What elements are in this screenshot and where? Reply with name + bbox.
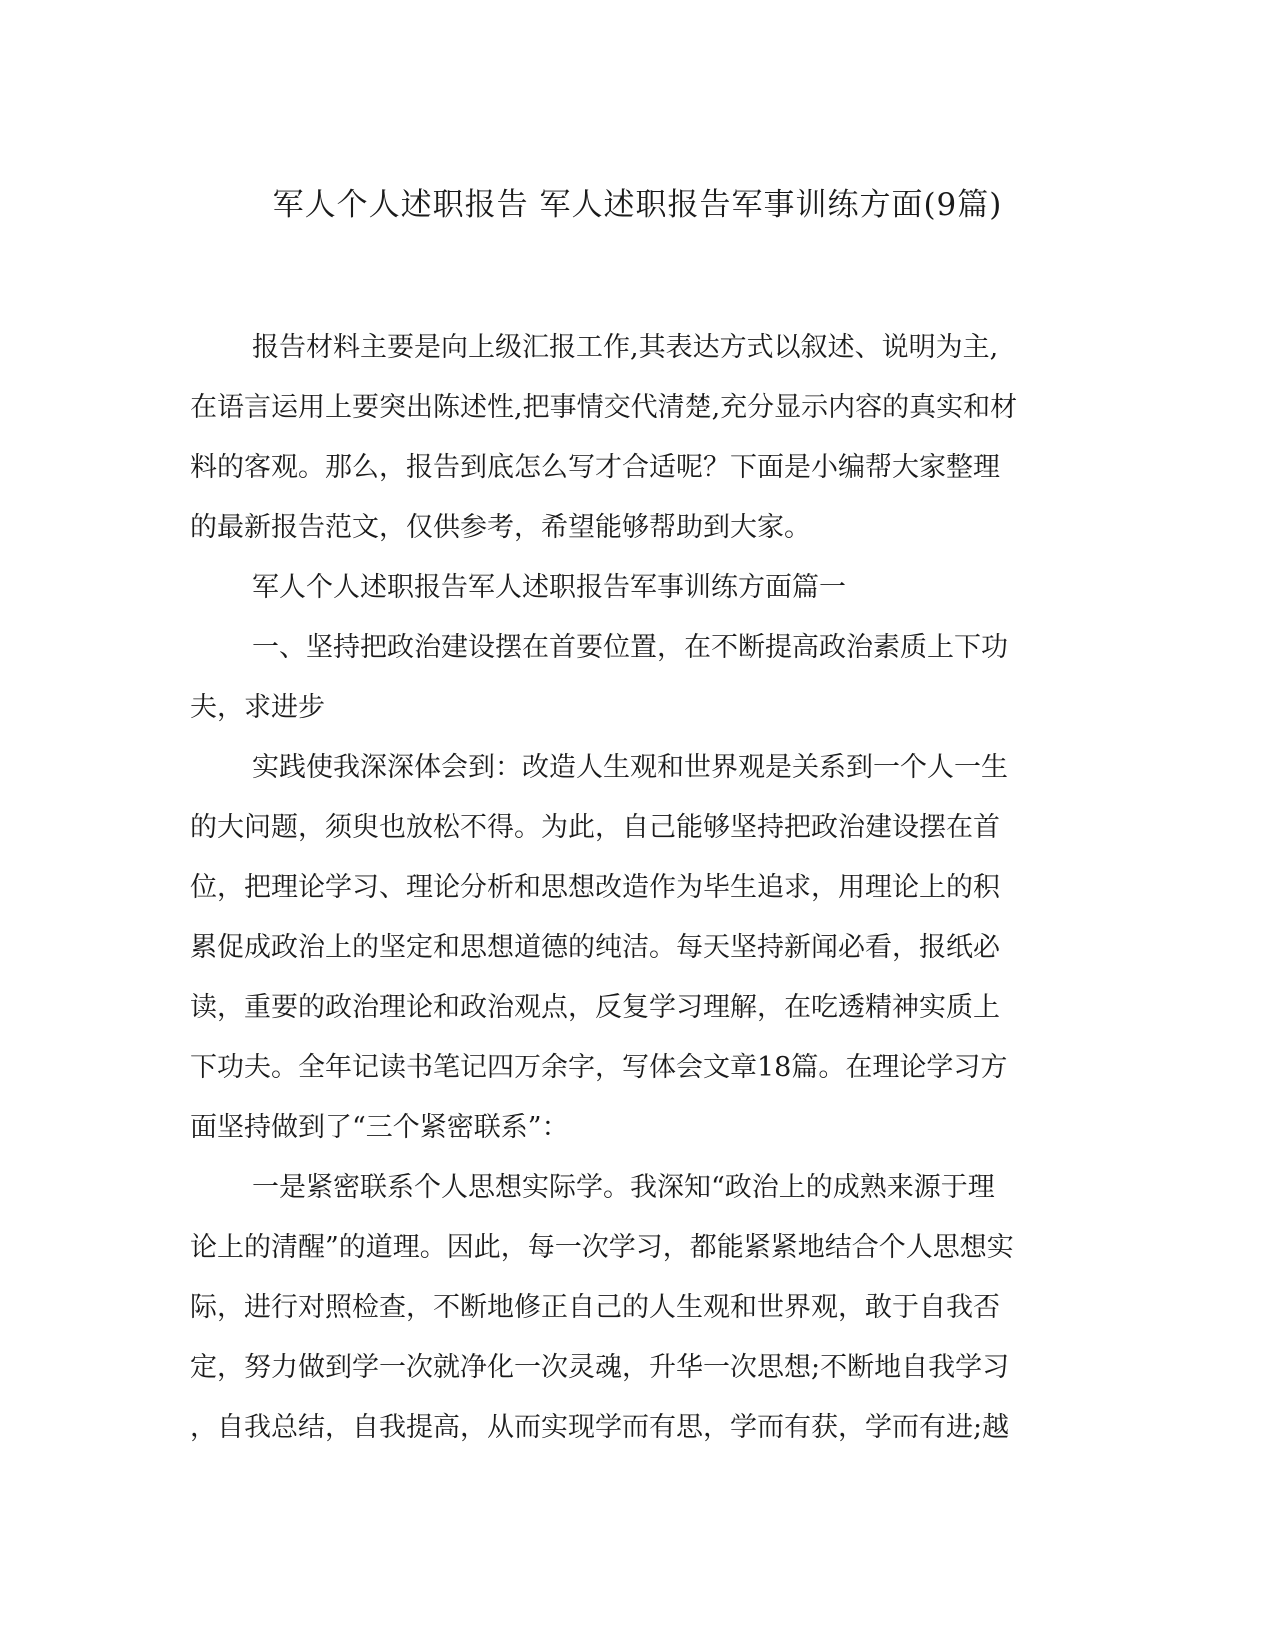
paragraph-line: 累促成政治上的坚定和思想道德的纯洁。每天坚持新闻必看，报纸必 bbox=[190, 932, 1000, 963]
paragraph-line: 论上的清醒”的道理。因此，每一次学习，都能紧紧地结合个人思想实 bbox=[190, 1232, 1014, 1263]
paragraph-line: 料的客观。那么，报告到底怎么写才合适呢？下面是小编帮大家整理 bbox=[190, 452, 1000, 483]
paragraph-line: 报告材料主要是向上级汇报工作,其表达方式以叙述、说明为主, bbox=[252, 332, 999, 363]
paragraph-line: 下功夫。全年记读书笔记四万余字，写体会文章18篇。在理论学习方 bbox=[190, 1052, 1008, 1083]
paragraph-line: 的最新报告范文，仅供参考，希望能够帮助到大家。 bbox=[190, 512, 811, 543]
paragraph-line: 夫，求进步 bbox=[190, 692, 325, 723]
paragraph-line: 定，努力做到学一次就净化一次灵魂，升华一次思想;不断地自我学习 bbox=[190, 1352, 1010, 1383]
paragraph-line: 在语言运用上要突出陈述性,把事情交代清楚,充分显示内容的真实和材 bbox=[190, 392, 1018, 423]
paragraph-line: 实践使我深深体会到：改造人生观和世界观是关系到一个人一生 bbox=[252, 752, 1008, 783]
paragraph-line: 一、坚持把政治建设摆在首要位置，在不断提高政治素质上下功 bbox=[252, 632, 1008, 663]
paragraph-line: 的大问题，须臾也放松不得。为此，自己能够坚持把政治建设摆在首 bbox=[190, 812, 1000, 843]
paragraph-line: 读，重要的政治理论和政治观点，反复学习理解，在吃透精神实质上 bbox=[190, 992, 1000, 1023]
paragraph-line: 一是紧密联系个人思想实际学。我深知“政治上的成熟来源于理 bbox=[252, 1172, 995, 1203]
section-heading: 军人个人述职报告军人述职报告军事训练方面篇一 bbox=[252, 572, 846, 603]
paragraph-line: 际，进行对照检查，不断地修正自己的人生观和世界观，敢于自我否 bbox=[190, 1292, 1000, 1323]
paragraph-line: 面坚持做到了“三个紧密联系”： bbox=[190, 1112, 569, 1143]
paragraph-line: ，自我总结，自我提高，从而实现学而有思，学而有获，学而有进;越 bbox=[190, 1412, 1010, 1443]
paragraph-line: 位，把理论学习、理论分析和思想改造作为毕生追求，用理论上的积 bbox=[190, 872, 1000, 903]
document-title: 军人个人述职报告 军人述职报告军事训练方面(9篇) bbox=[272, 187, 1003, 223]
